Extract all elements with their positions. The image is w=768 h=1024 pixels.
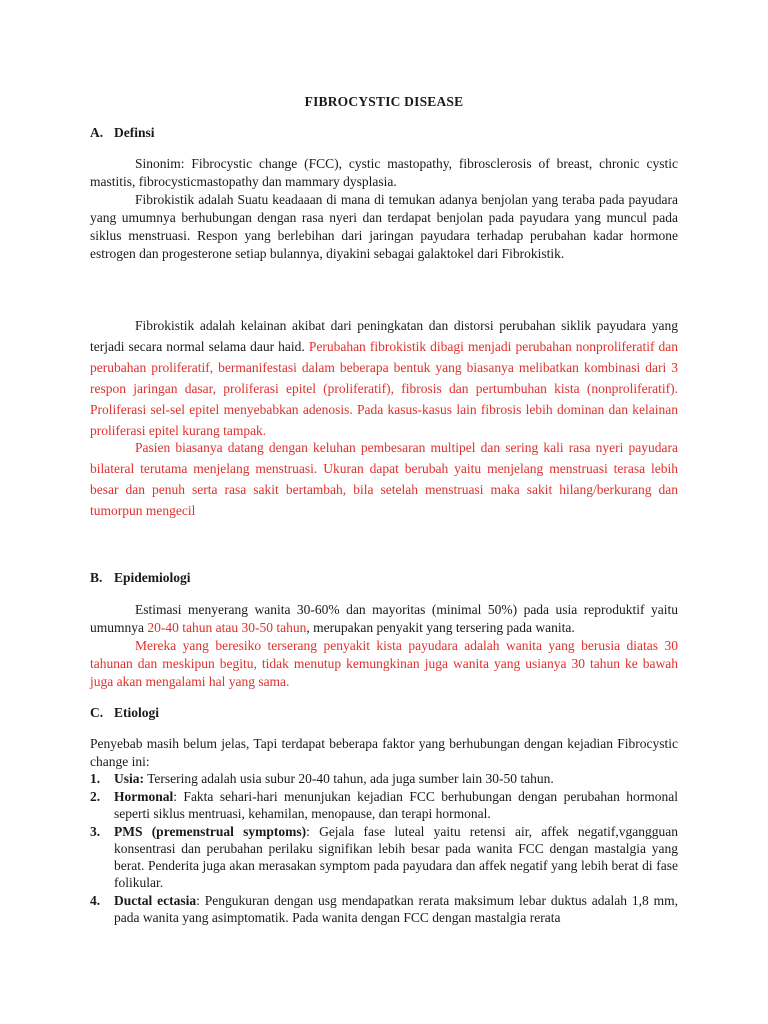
- section-c-number: C.: [90, 705, 104, 720]
- section-a-paragraph-3: [90, 315, 678, 441]
- list-item-number: 4.: [90, 893, 101, 908]
- list-item: [90, 823, 678, 891]
- list-item-term: PMS (premenstrual symptoms): [114, 824, 307, 839]
- section-b-heading: [90, 570, 191, 586]
- list-item-number: 1.: [90, 771, 101, 786]
- list-item-term: Ductal ectasia: [114, 893, 197, 908]
- section-a-paragraph-4: Pasien biasanya datang dengan keluhan pembesaran multipel dan sering kali rasa nyeri payudara bilateral terutama menjelang menstruasi. Ukuran dapat berubah yaitu menjelang menstruasi terasa lebih besar dan penuh serta rasa sakit bertambah, bila setelah menstruasi maka sakit hilang/berkurang dan tumorpun mengecil: [90, 440, 678, 518]
- list-item-text: : Fakta sehari-hari menunjukan kejadian FCC berhubungan dengan perubahan hormonal seperti siklus mentruasi, kehamilan, menopause, dan terapi hormonal.: [114, 789, 678, 821]
- section-b-number: B.: [90, 570, 103, 585]
- list-item: [90, 770, 678, 787]
- section-a-heading: [90, 125, 155, 141]
- document-title: FIBROCYSTIC DISEASE: [304, 94, 464, 109]
- section-b-paragraph-2: Mereka yang beresiko terserang penyakit kista payudara adalah wanita yang berusia diatas 30 tahunan dan meskipun begitu, tidak menutup kemungkinan juga wanita yang usianya 30 tahun ke bawah juga akan mengalami hal yang sama.: [90, 638, 678, 689]
- section-a-title: Definsi: [114, 125, 155, 140]
- section-b-title: Epidemiologi: [114, 570, 191, 585]
- section-c-intro: Penyebab masih belum jelas, Tapi terdapat beberapa faktor yang berhubungan dengan kejadian Fibrocystic change ini:: [90, 736, 678, 769]
- list-item: [90, 892, 678, 926]
- etiology-list: [90, 770, 678, 927]
- list-item-text: Tersering adalah usia subur 20-40 tahun, ada juga sumber lain 30-50 tahun.: [144, 771, 554, 786]
- section-c-heading: [90, 705, 159, 721]
- section-b-paragraph-1-text-b: , merupakan penyakit yang tersering pada wanita.: [306, 620, 575, 635]
- section-a-paragraph-3-highlight: Perubahan fibrokistik dibagi menjadi perubahan nonproliferatif dan perubahan proliferatif, bermanifestasi dalam beberapa bentuk yang biasanya melibatkan kombinasi dari 3 respon jaringan dasar, proliferasi epitel (proliferatif), fibrosis dan pertumbuhan kista (nonproliferatif). Proliferasi sel-sel epitel menyebabkan adenosis. Pada kasus-kasus lain fibrosis lebih dominan dan kelainan proliferasi epitel kurang tampak.: [90, 339, 679, 438]
- list-item-term: Hormonal: [114, 789, 174, 804]
- list-item-text: : Pengukuran dengan usg mendapatkan rerata maksimum lebar duktus adalah 1,8 mm, pada wanita yang asimptomatik. Pada wanita dengan FCC dengan mastalgia rerata: [114, 893, 679, 925]
- section-a-paragraph-3-text: Fibrokistik adalah kelainan akibat dari peningkatan dan distorsi perubahan siklik payudara yang terjadi secara normal selama daur haid.: [90, 318, 678, 354]
- section-a-number: A.: [90, 125, 104, 140]
- list-item-number: 3.: [90, 824, 101, 839]
- section-b-paragraph-1: [90, 601, 678, 637]
- section-a-paragraph-1: Sinonim: Fibrocystic change (FCC), cystic mastopathy, fibrosclerosis of breast, chronic cystic mastitis, fibrocysticmastopathy dan mammary dysplasia.: [90, 156, 678, 189]
- section-c-title: Etiologi: [114, 705, 160, 720]
- list-item-number: 2.: [90, 789, 101, 804]
- section-a-paragraph-2: Fibrokistik adalah Suatu keadaaan di mana di temukan adanya benjolan yang teraba pada payudara yang umumnya berhubungan dengan rasa nyeri dan terdapat benjolan pada payudara yang muncul pada siklus menstruasi. Respon yang berlebihan dari jaringan payudara terhadap perubahan kadar hormone estrogen dan progesterone setiap bulannya, diyakini sebagai galaktokel dari Fibrokistik.: [90, 192, 678, 261]
- section-b-paragraph-1-text-a: Estimasi menyerang wanita 30-60% dan mayoritas (minimal 50%) pada usia reproduktif yaitu umumnya: [90, 602, 678, 635]
- list-item: [90, 788, 678, 822]
- section-b-paragraph-1-highlight: 20-40 tahun atau 30-50 tahun: [147, 620, 307, 635]
- list-item-term: Usia:: [114, 771, 144, 786]
- list-item-text: : Gejala fase luteal yaitu retensi air, affek negatif,vgangguan konsentrasi dan perubahan perilaku signifikan lebih besar pada wanita FCC dengan mastalgia yang berat. Penderita juga akan merasakan symptom pada payudara dan affek negatif yang lebih berat di fase folikular.: [114, 824, 678, 890]
